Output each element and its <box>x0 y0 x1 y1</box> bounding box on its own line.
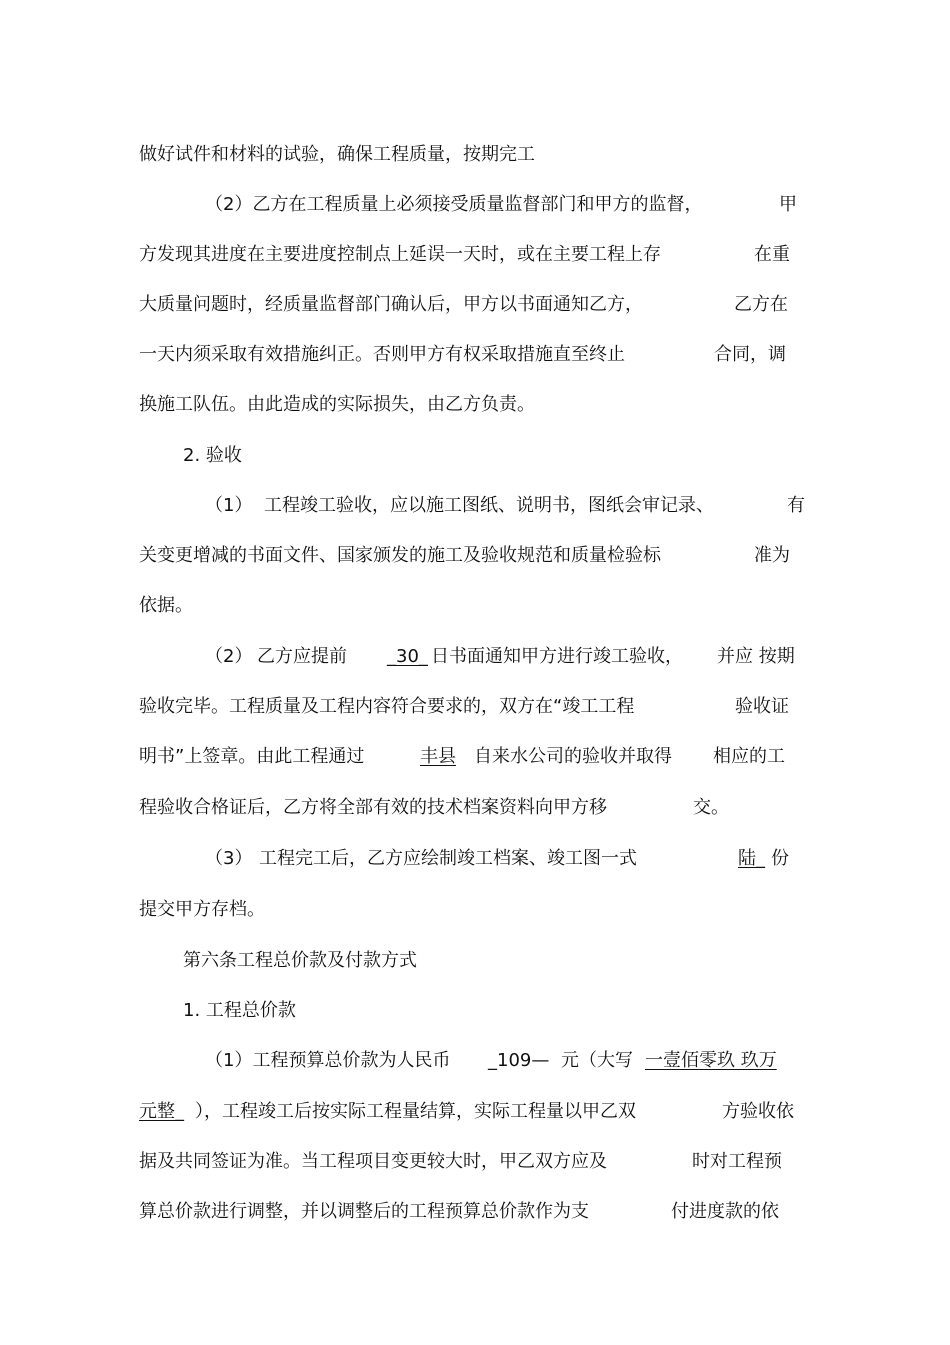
article-heading <box>139 948 804 974</box>
text-segment: 甲 <box>779 194 797 215</box>
underlined-value: _30_ <box>387 646 428 667</box>
text-segment: 自来水公司的验收并取得 <box>474 746 672 767</box>
text-line <box>139 543 804 569</box>
text-line <box>139 795 804 821</box>
text-line <box>139 1199 804 1225</box>
text-segment: 依据。 <box>139 595 193 616</box>
text-line <box>139 1048 804 1074</box>
text-segment: 1. 工程总价款 <box>183 1000 296 1021</box>
text-segment: 做好试件和材料的试验，确保工程质量，按期完工 <box>139 144 535 165</box>
text-line <box>139 493 804 519</box>
text-segment: 第六条工程总价款及付款方式 <box>183 950 417 971</box>
text-segment: 据及共同签证为准。当工程项目变更较大时，甲乙双方应及 <box>139 1151 607 1172</box>
text-segment: （1）工程预算总价款为人民币 <box>205 1050 451 1071</box>
text-segment: 乙方应提前 <box>257 646 347 667</box>
text-segment: 有 <box>787 495 805 516</box>
text-segment: 一天内须采取有效措施纠正。否则甲方有权采取措施直至终止 <box>139 344 625 365</box>
text-segment: （1） <box>205 495 253 516</box>
section-heading <box>139 443 804 469</box>
text-segment: 算总价款进行调整，并以调整后的工程预算总价款作为支 <box>139 1201 589 1222</box>
text-line <box>139 1099 804 1125</box>
underlined-value: 一壹佰零玖 玖万 <box>645 1050 777 1071</box>
text-line <box>139 897 804 923</box>
text-segment: 工程竣工验收，应以施工图纸、说明书，图纸会审记录、 <box>264 495 714 516</box>
text-segment: 合同，调 <box>714 344 786 365</box>
text-segment: 换施工队伍。由此造成的实际损失，由乙方负责。 <box>139 394 535 415</box>
text-line <box>139 142 804 168</box>
text-line <box>139 644 804 670</box>
text-segment: 付进度款的依 <box>671 1201 779 1222</box>
text-segment: （3） <box>205 848 253 869</box>
text-segment: 大质量问题时，经质量监督部门确认后，甲方以书面通知乙方， <box>139 294 643 315</box>
text-line <box>139 192 804 218</box>
text-segment: 交。 <box>693 797 729 818</box>
text-segment: ），工程竣工后按实际工程量结算，实际工程量以甲乙双 <box>195 1101 636 1122</box>
text-segment: 在重 <box>754 244 790 265</box>
text-line <box>139 292 804 318</box>
text-segment: 工程完工后，乙方应绘制竣工档案、竣工图一式 <box>259 848 637 869</box>
text-segment: 程验收合格证后，乙方将全部有效的技术档案资料向甲方移 <box>139 797 607 818</box>
text-segment: 元（大写 <box>561 1050 633 1071</box>
underlined-value: 元整_ <box>139 1101 184 1122</box>
text-segment: 份 <box>771 848 789 869</box>
text-line <box>139 242 804 268</box>
text-segment: 日书面通知甲方进行竣工验收， <box>431 646 683 667</box>
underlined-value: 丰县 <box>420 746 456 767</box>
text-segment: 2. 验收 <box>183 445 242 466</box>
text-segment: 验收证 <box>735 696 789 717</box>
text-segment: 乙方在 <box>734 294 788 315</box>
text-segment: 关变更增减的书面文件、国家颁发的施工及验收规范和质量检验标 <box>139 545 661 566</box>
text-line <box>139 1149 804 1175</box>
section-heading <box>139 998 804 1024</box>
text-line <box>139 846 804 872</box>
text-line <box>139 694 804 720</box>
text-segment: 相应的工 <box>713 746 785 767</box>
text-segment: 并应 按期 <box>717 646 795 667</box>
text-segment: 准为 <box>754 545 790 566</box>
text-segment: （2） <box>205 646 253 667</box>
text-segment: _109— <box>488 1050 550 1071</box>
text-segment: 时对工程预 <box>692 1151 782 1172</box>
text-line <box>139 593 804 619</box>
text-segment: 方发现其进度在主要进度控制点上延误一天时，或在主要工程上存 <box>139 244 661 265</box>
text-line <box>139 392 804 418</box>
text-segment: 提交甲方存档。 <box>139 899 265 920</box>
text-segment: 明书”上签章。由此工程通过 <box>139 746 365 767</box>
text-segment: 方验收依 <box>722 1101 794 1122</box>
text-line <box>139 342 804 368</box>
text-segment: （2）乙方在工程质量上必须接受质量监督部门和甲方的监督， <box>205 194 703 215</box>
underlined-value: 陆_ <box>738 848 765 869</box>
text-line <box>139 744 804 770</box>
text-segment: 验收完毕。工程质量及工程内容符合要求的，双方在“竣工工程 <box>139 696 635 717</box>
